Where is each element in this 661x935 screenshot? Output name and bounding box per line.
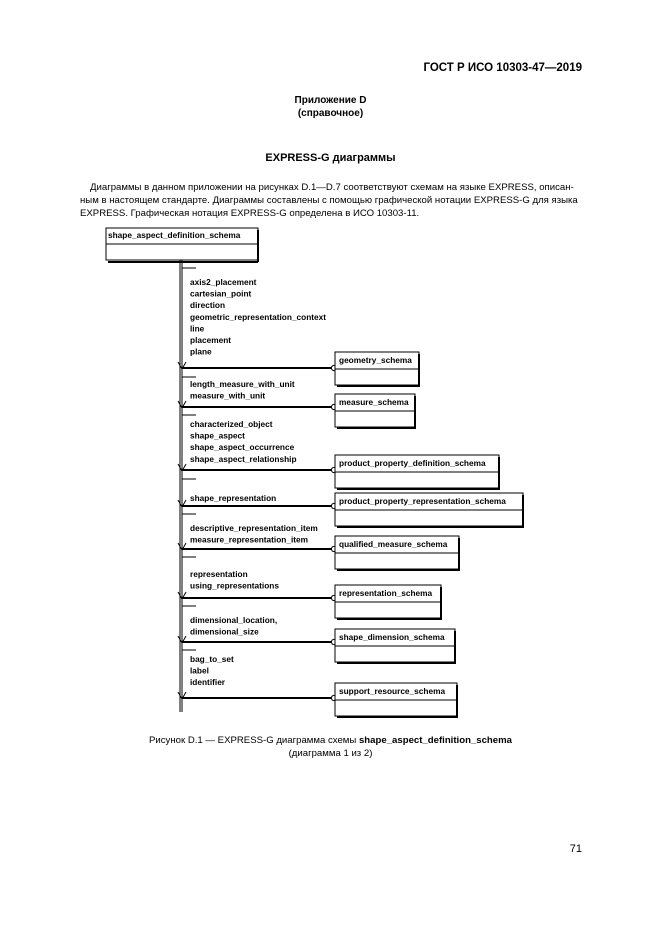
body-line-1: Диаграммы в данном приложении на рисунках D.1—D.7 соответствуют схемам на языке EXPRESS, описан- <box>90 182 574 193</box>
root-schema-name: shape_aspect_definition_schema <box>108 230 241 240</box>
schema-box <box>335 585 441 620</box>
group-item-label: label <box>190 665 209 676</box>
schema-group <box>178 268 419 387</box>
page-number: 71 <box>569 843 582 855</box>
schema-name: product_property_definition_schema <box>339 458 486 468</box>
group-item-label: descriptive_representation_item <box>190 523 318 533</box>
document-header: ГОСТ Р ИСО 10303-47—2019 <box>423 62 582 74</box>
schema-box <box>335 394 415 429</box>
group-item-label: measure_representation_item <box>190 534 309 545</box>
annex-type: (справочное) <box>297 108 364 119</box>
figure-caption <box>0 734 661 760</box>
schema-name: qualified_measure_schema <box>339 539 448 549</box>
group-item-label: line <box>190 323 205 334</box>
group-item-label: representation <box>190 569 248 579</box>
group-item-label: identifier <box>190 677 226 688</box>
group-item-label: characterized_object <box>190 419 273 429</box>
schema-name: measure_schema <box>339 397 409 407</box>
schema-box <box>335 683 457 718</box>
group-item-label: using_representations <box>190 580 279 591</box>
caption-schema: shape_aspect_definition_schema <box>358 735 512 746</box>
schema-box <box>335 629 455 664</box>
section-title: EXPRESS-G диаграммы <box>265 152 396 164</box>
schema-box <box>335 352 419 387</box>
group-item-label: shape_representation <box>190 493 277 503</box>
body-line-3: EXPRESS. Графическая нотация EXPRESS-G определена в ИСО 10303-11. <box>80 208 420 219</box>
group-item-label: direction <box>190 300 226 311</box>
group-item-label: shape_aspect_occurrence <box>190 442 295 453</box>
schema-name: representation_schema <box>339 588 433 598</box>
group-item-label: geometric_representation_context <box>190 311 327 322</box>
schema-name: geometry_schema <box>339 355 412 365</box>
group-item-label: placement <box>190 335 232 345</box>
schema-name: product_property_representation_schema <box>339 496 506 506</box>
schema-name: support_resource_schema <box>339 686 446 696</box>
annex-label: Приложение D <box>294 95 367 106</box>
group-item-label: cartesian_point <box>190 288 252 299</box>
body-line-2: ным в настоящем стандарте. Диаграммы составлены с помощью графической нотации EXPRESS-G для языка <box>80 195 578 206</box>
group-item-label: bag_to_set <box>190 654 234 664</box>
group-item-label: shape_aspect <box>190 430 245 441</box>
schema-name: shape_dimension_schema <box>339 632 445 642</box>
group-item-label: measure_with_unit <box>190 390 266 401</box>
group-item-label: dimensional_location, <box>190 615 278 625</box>
caption-prefix: Рисунок D.1 — EXPRESS-G диаграмма схемы <box>148 735 359 746</box>
group-item-label: shape_aspect_relationship <box>190 453 297 464</box>
schema-box <box>335 493 523 528</box>
group-item-label: dimensional_size <box>190 626 259 637</box>
group-item-label: length_measure_with_unit <box>190 379 295 389</box>
schema-box <box>335 536 459 571</box>
schema-box <box>335 455 499 490</box>
group-item-label: axis2_placement <box>190 277 257 287</box>
group-item-label: plane <box>190 346 212 357</box>
root-schema-box <box>106 228 258 262</box>
caption-line2: (диаграмма 1 из 2) <box>288 748 373 759</box>
